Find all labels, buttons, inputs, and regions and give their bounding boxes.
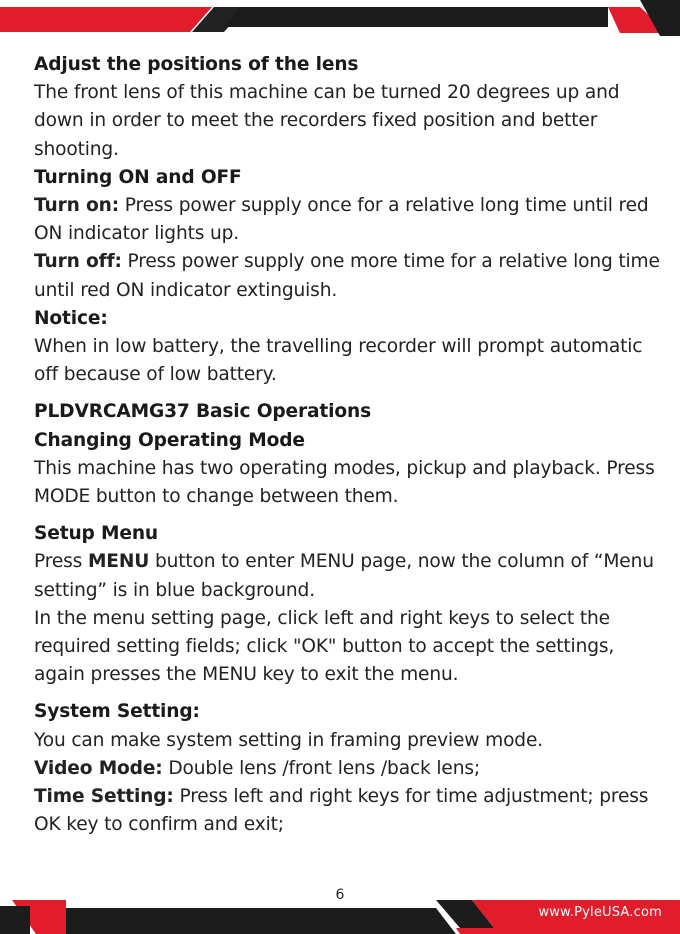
menu-keyword: MENU [87, 551, 150, 573]
system-paragraph: You can make system setting in framing preview mode. [34, 729, 544, 751]
time-setting-label: Time Setting: [34, 786, 174, 808]
turn-off-paragraph [34, 248, 660, 304]
header-red-stripe [0, 7, 212, 32]
page-number: 6 [335, 887, 345, 903]
spacer [34, 689, 660, 698]
lens-heading: Adjust the positions of the lens [34, 54, 359, 75]
video-mode-label: Video Mode: [34, 757, 163, 779]
power-heading: Turning ON and OFF [34, 166, 242, 188]
turn-on-text: Press power supply once for a relative long time until red ON indicator lights up. [34, 195, 649, 245]
video-mode-paragraph [34, 755, 660, 783]
footer-dark-corner [0, 906, 30, 934]
header-band-graphic [0, 0, 680, 36]
website-link[interactable]: www.PyleUSA.com [538, 905, 662, 920]
lens-paragraph: The front lens of this machine can be turned 20 degrees up and down in order to meet the recorders fixed position and better shooting. [34, 82, 620, 160]
setup-text-pre: Press [34, 551, 88, 573]
time-setting-paragraph [34, 783, 660, 839]
operations-heading: PLDVRCAMG37 Basic Operations [34, 401, 372, 423]
header-band [0, 0, 680, 36]
setup-text-post: button to enter MENU page, now the column of “Menu setting” is in blue background. [34, 551, 654, 601]
setup-heading: Setup Menu [34, 523, 158, 545]
time-setting-text: Press left and right keys for time adjustment; press OK key to confirm and exit; [34, 786, 649, 836]
setup-paragraph-2: In the menu setting page, click left and right keys to select the required setting fields; click "OK" button to accept the settings, again presses the MENU key to exit the menu. [34, 607, 615, 686]
notice-paragraph: When in low battery, the travelling recorder will prompt automatic off because of low battery. [34, 336, 643, 386]
spacer [34, 389, 660, 398]
mode-heading: Changing Operating Mode [34, 429, 305, 451]
setup-paragraph [34, 548, 660, 604]
footer-dark-stripe [66, 908, 456, 934]
turn-on-paragraph [34, 192, 660, 248]
header-dark-stripe [224, 7, 608, 27]
turn-off-text: Press power supply one more time for a relative long time until red ON indicator extinguish. [34, 251, 660, 301]
turn-on-label: Turn on: [34, 195, 120, 217]
spacer [34, 511, 660, 520]
turn-off-label: Turn off: [34, 251, 122, 273]
document-body [34, 51, 660, 839]
video-mode-text: Double lens /front lens /back lens; [162, 757, 480, 779]
system-heading: System Setting: [34, 701, 200, 723]
mode-paragraph: This machine has two operating modes, pickup and playback. Press MODE button to change between them. [34, 457, 655, 508]
notice-heading: Notice: [34, 307, 108, 329]
